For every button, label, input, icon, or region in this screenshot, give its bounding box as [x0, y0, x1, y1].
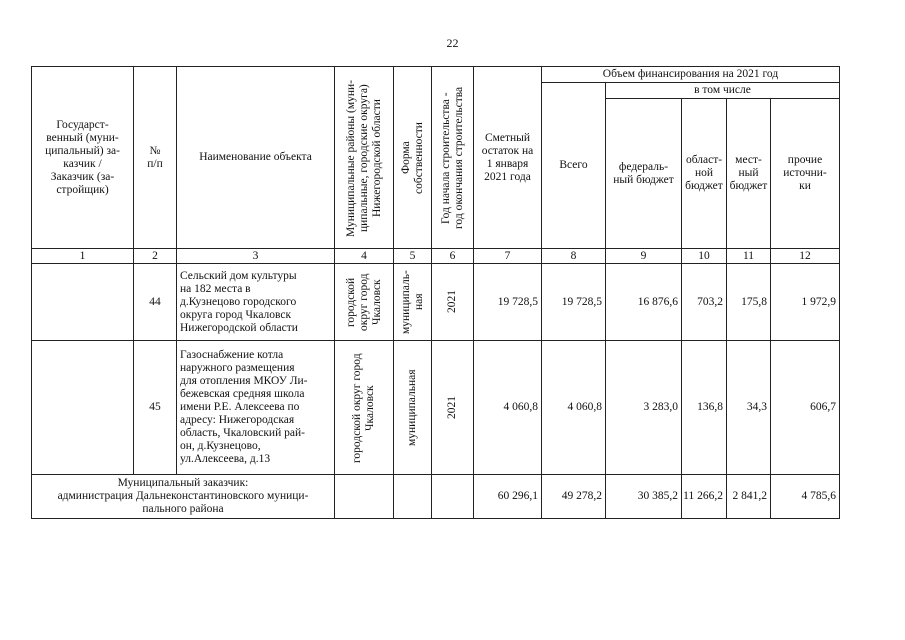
row-federal: 16 876,6 — [606, 264, 682, 341]
header-object-name: Наименование объекта — [177, 67, 335, 249]
header-years — [432, 67, 474, 249]
row-years-text: 2021 — [446, 290, 458, 314]
summary-row — [32, 475, 840, 519]
row-local: 175,8 — [727, 264, 771, 341]
row-local: 34,3 — [727, 341, 771, 475]
row-total: 19 728,5 — [542, 264, 606, 341]
header-including: в том числе — [606, 83, 840, 99]
row-estimated: 4 060,8 — [474, 341, 542, 475]
row-district — [335, 341, 394, 475]
column-number-row — [32, 249, 840, 264]
row-district-text: городской округ город Чкаловск — [344, 273, 383, 331]
table-row — [32, 264, 840, 341]
header-districts-text: Муниципальные районы (муни- ципальные, городские округа) Нижегородской области — [344, 78, 383, 237]
row-years-text: 2021 — [446, 396, 458, 419]
column-number: 9 — [606, 249, 682, 264]
row-federal: 3 283,0 — [606, 341, 682, 475]
row-number: 44 — [134, 264, 177, 341]
page-number: 22 — [446, 36, 459, 50]
row-years — [432, 264, 474, 341]
summary-empty-cell — [335, 475, 394, 519]
summary-empty-cell — [394, 475, 432, 519]
row-district-text: городской округ город Чкаловск — [351, 352, 376, 463]
header-ownership — [394, 67, 432, 249]
column-number: 10 — [682, 249, 727, 264]
summary-other: 4 785,6 — [771, 475, 840, 519]
header-estimated-balance: Сметный остаток на 1 января 2021 года — [474, 67, 542, 249]
table-row — [32, 341, 840, 475]
row-other: 1 972,9 — [771, 264, 840, 341]
row-number: 45 — [134, 341, 177, 475]
header-districts — [335, 67, 394, 249]
summary-regional: 11 266,2 — [682, 475, 727, 519]
row-ownership — [394, 264, 432, 341]
header-regional: област- ной бюджет — [682, 99, 727, 249]
summary-estimated: 60 296,1 — [474, 475, 542, 519]
column-number: 4 — [335, 249, 394, 264]
row-object-name: Газоснабжение котла наружного размещения для отопления МКОУ Ли- бежевская средняя школа имени Р.Е. Алексеева по адресу: Нижегородская область, Чкаловский рай- он, д.Кузнецово, ул.Алексеева, д.13 — [177, 341, 335, 475]
row-object-name: Сельский дом культуры на 182 места в д.Кузнецово городского округа город Чкаловск Нижегородской области — [177, 264, 335, 341]
row-years — [432, 341, 474, 475]
summary-federal: 30 385,2 — [606, 475, 682, 519]
column-number: 2 — [134, 249, 177, 264]
column-number: 8 — [542, 249, 606, 264]
row-regional: 136,8 — [682, 341, 727, 475]
column-number: 12 — [771, 249, 840, 264]
header-ownership-text: Форма собственности — [399, 121, 425, 194]
row-ownership-text: муниципальная — [406, 369, 418, 446]
summary-label: Муниципальный заказчик: администрация Дальнеконстантиновского муници- пального района — [32, 475, 335, 519]
column-number: 3 — [177, 249, 335, 264]
row-ownership — [394, 341, 432, 475]
row-customer — [32, 264, 134, 341]
summary-empty-cell — [432, 475, 474, 519]
row-customer — [32, 341, 134, 475]
column-number: 5 — [394, 249, 432, 264]
row-other: 606,7 — [771, 341, 840, 475]
header-customer: Государст- венный (муни- ципальный) за- казчик / Заказчик (за- стройщик) — [32, 67, 134, 249]
column-number: 7 — [474, 249, 542, 264]
header-total: Всего — [542, 83, 606, 249]
row-regional: 703,2 — [682, 264, 727, 341]
header-funding-title: Объем финансирования на 2021 год — [542, 67, 840, 83]
summary-total: 49 278,2 — [542, 475, 606, 519]
row-estimated: 19 728,5 — [474, 264, 542, 341]
header-number: № п/п — [134, 67, 177, 249]
summary-local: 2 841,2 — [727, 475, 771, 519]
row-district — [335, 264, 394, 341]
row-total: 4 060,8 — [542, 341, 606, 475]
column-number: 6 — [432, 249, 474, 264]
header-other: прочие источни- ки — [771, 99, 840, 249]
column-number: 1 — [32, 249, 134, 264]
header-local: мест- ный бюджет — [727, 99, 771, 249]
funding-table — [31, 66, 840, 519]
header-years-text: Год начала строительства - год окончания строительства — [439, 86, 465, 229]
column-number: 11 — [727, 249, 771, 264]
row-ownership-text: муниципаль- ная — [399, 270, 425, 334]
header-federal: федераль- ный бюджет — [606, 99, 682, 249]
